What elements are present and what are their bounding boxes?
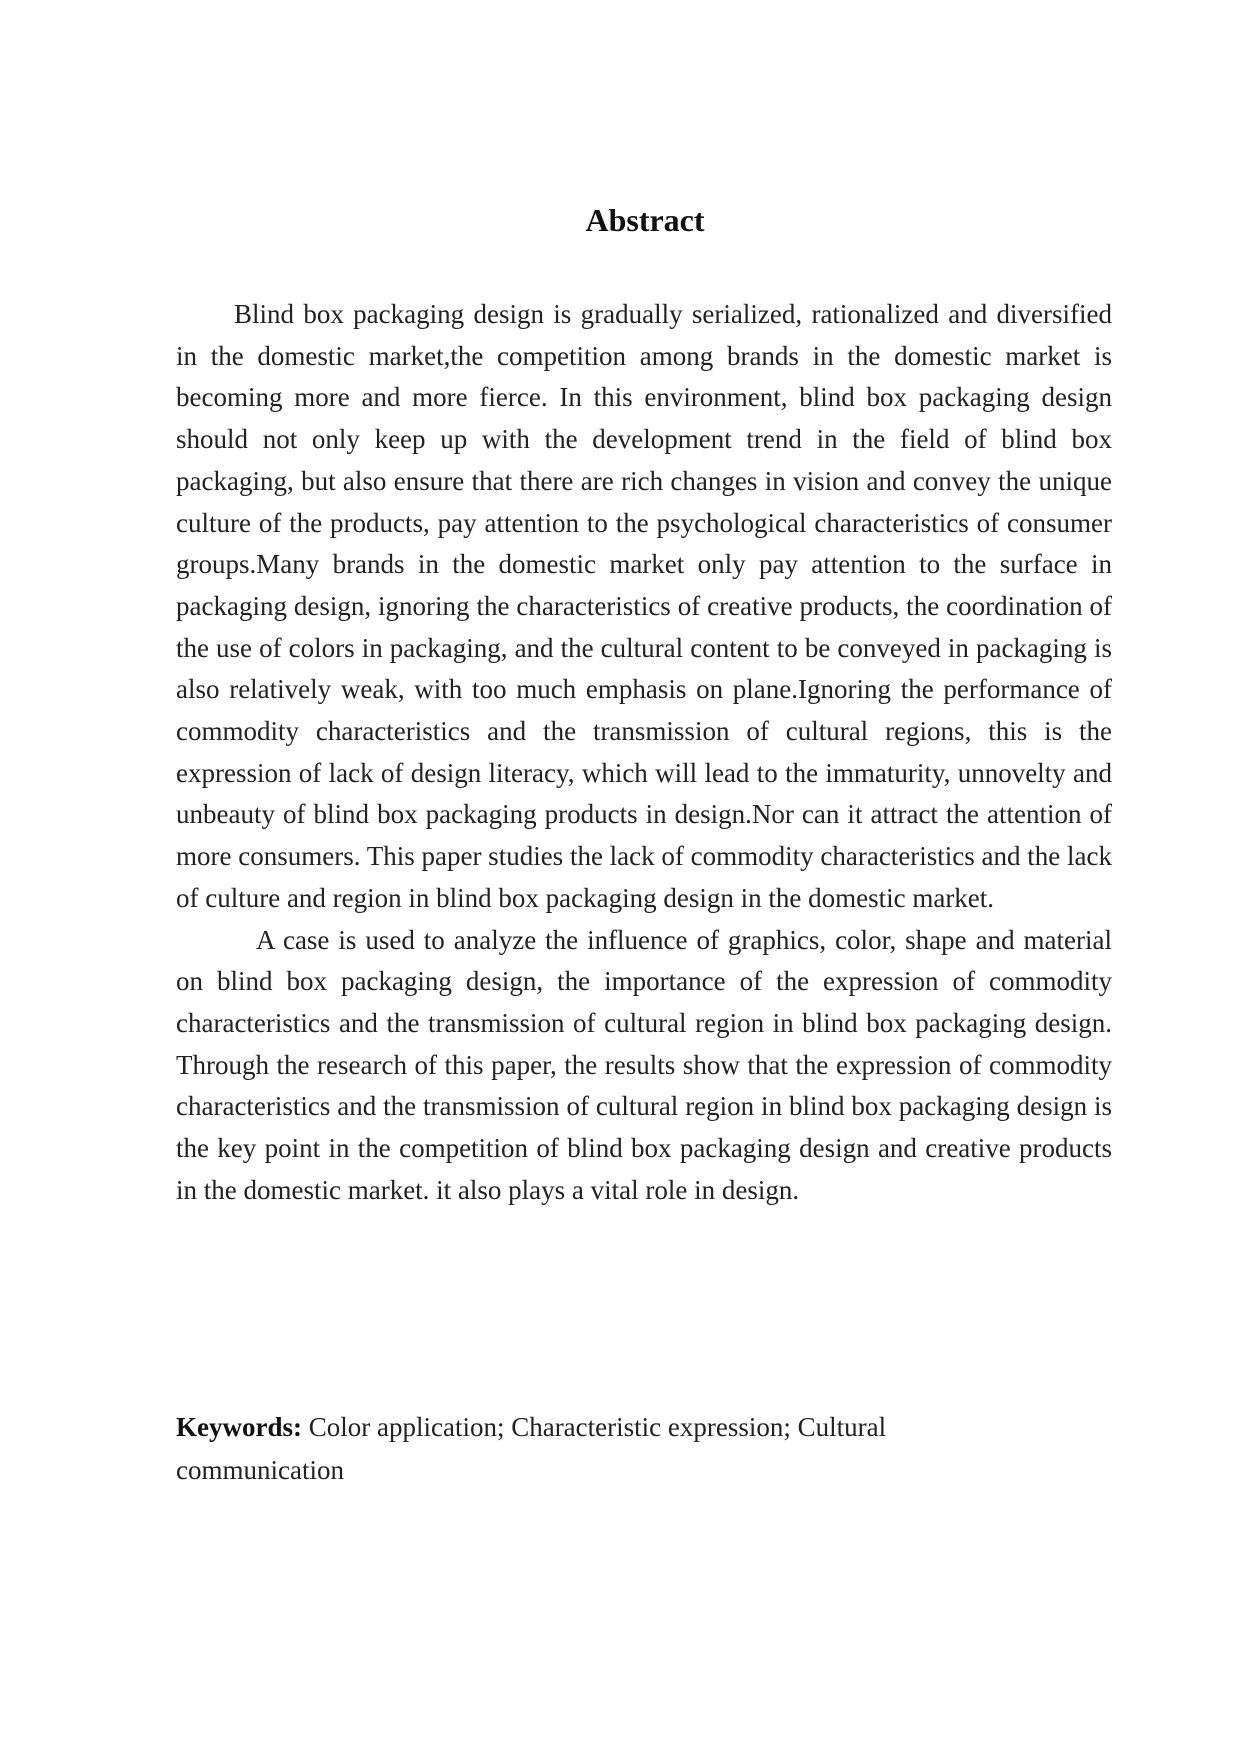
abstract-heading: Abstract xyxy=(585,202,705,238)
keywords-line xyxy=(176,1406,936,1492)
keywords-label: Keywords: xyxy=(176,1412,302,1442)
keywords-text: Color application; Characteristic expression; Cultural communication xyxy=(176,1412,887,1485)
abstract-body xyxy=(176,294,1112,1211)
abstract-paragraph-2: A case is used to analyze the influence of graphics, color, shape and material on blind box packaging design, the importance of the expression of commodity characteristics and the transmission of cultural region in blind box packaging design. Through the research of this paper, the results show that the expression of commodity characteristics and the transmission of cultural region in blind box packaging design is the key point in the competition of blind box packaging design and creative products in the domestic market. it also plays a vital role in design. xyxy=(176,924,1112,1205)
abstract-paragraph-1: Blind box packaging design is gradually serialized, rationalized and diversified in the domestic market,the competition among brands in the domestic market is becoming more and more fierce. In this environment, blind box packaging design should not only keep up with the development trend in the field of blind box packaging, but also ensure that there are rich changes in vision and convey the unique culture of the products, pay attention to the psychological characteristics of consumer groups.Many brands in the domestic market only pay attention to the surface in packaging design, ignoring the characteristics of creative products, the coordination of the use of colors in packaging, and the cultural content to be conveyed in packaging is also relatively weak, with too much emphasis on plane.Ignoring the performance of commodity characteristics and the transmission of cultural regions, this is the expression of lack of design literacy, which will lead to the immaturity, unnovelty and unbeauty of blind box packaging products in design.Nor can it attract the attention of more consumers. This paper studies the lack of commodity characteristics and the lack of culture and region in blind box packaging design in the domestic market. xyxy=(176,299,1112,913)
